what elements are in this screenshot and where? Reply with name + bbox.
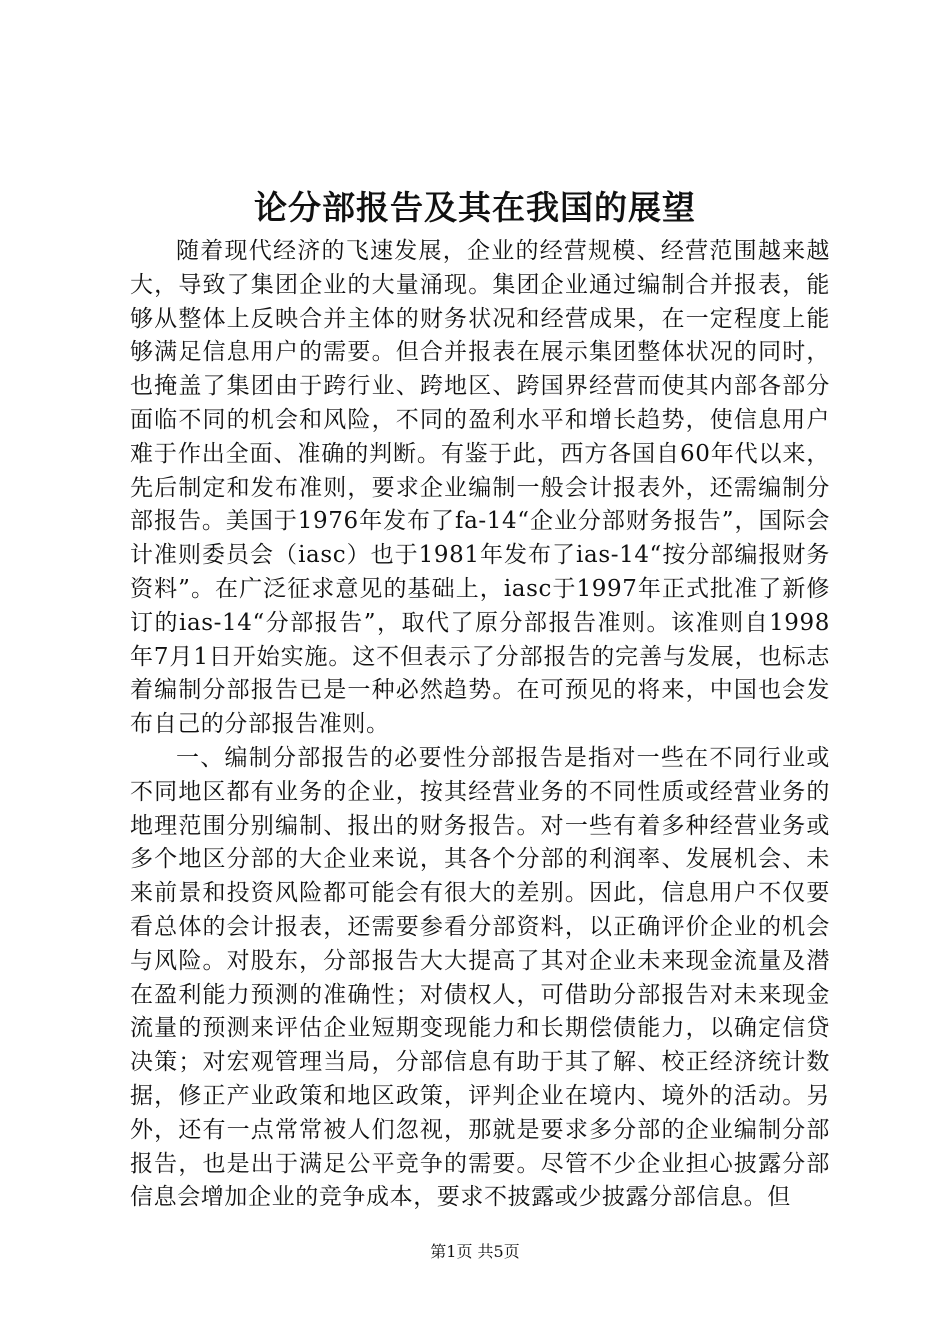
- page-number-footer: 第1页 共5页: [430, 1242, 520, 1261]
- document-body: [130, 235, 830, 1215]
- paragraph-intro: 随着现代经济的飞速发展，企业的经营规模、经营范围越来越大，导致了集团企业的大量涌现。集团企业通过编制合并报表，能够从整体上反映合并主体的财务状况和经营成果，在一定程度上能够满足信息用户的需要。但合并报表在展示集团整体状况的同时，也掩盖了集团由于跨行业、跨地区、跨国界经营而使其内部各部分面临不同的机会和风险，不同的盈利水平和增长趋势，使信息用户难于作出全面、准确的判断。有鉴于此，西方各国自60年代以来，先后制定和发布准则，要求企业编制一般会计报表外，还需编制分部报告。美国于1976年发布了fa-14“企业分部财务报告”，国际会计准则委员会（iasc）也于1981年发布了ias-14“按分部编报财务资料”。在广泛征求意见的基础上，iasc于1997年正式批准了新修订的ias-14“分部报告”，取代了原分部报告准则。该准则自1998年7月1日开始实施。这不但表示了分部报告的完善与发展，也标志着编制分部报告已是一种必然趋势。在可预见的将来，中国也会发布自己的分部报告准则。: [130, 238, 830, 738]
- paragraph-section-1: 一、编制分部报告的必要性分部报告是指对一些在不同行业或不同地区都有业务的企业，按其经营业务的不同性质或经营业务的地理范围分别编制、报出的财务报告。对一些有着多种经营业务或多个地区分部的大企业来说，其各个分部的利润率、发展机会、未来前景和投资风险都可能会有很大的差别。因此，信息用户不仅要看总体的会计报表，还需要参看分部资料，以正确评价企业的机会与风险。对股东，分部报告大大提高了其对企业未来现金流量及潜在盈利能力预测的准确性；对债权人，可借助分部报告对未来现金流量的预测来评估企业短期变现能力和长期偿债能力，以确定信贷决策；对宏观管理当局，分部信息有助于其了解、校正经济统计数据，修正产业政策和地区政策，评判企业在境内、境外的活动。另外，还有一点常常被人们忽视，那就是要求多分部的企业编制分部报告，也是出于满足公平竞争的需要。尽管不少企业担心披露分部信息会增加企业的竞争成本，要求不披露或少披露分部信息。但: [130, 744, 830, 1211]
- document-title: 论分部报告及其在我国的展望: [254, 188, 696, 227]
